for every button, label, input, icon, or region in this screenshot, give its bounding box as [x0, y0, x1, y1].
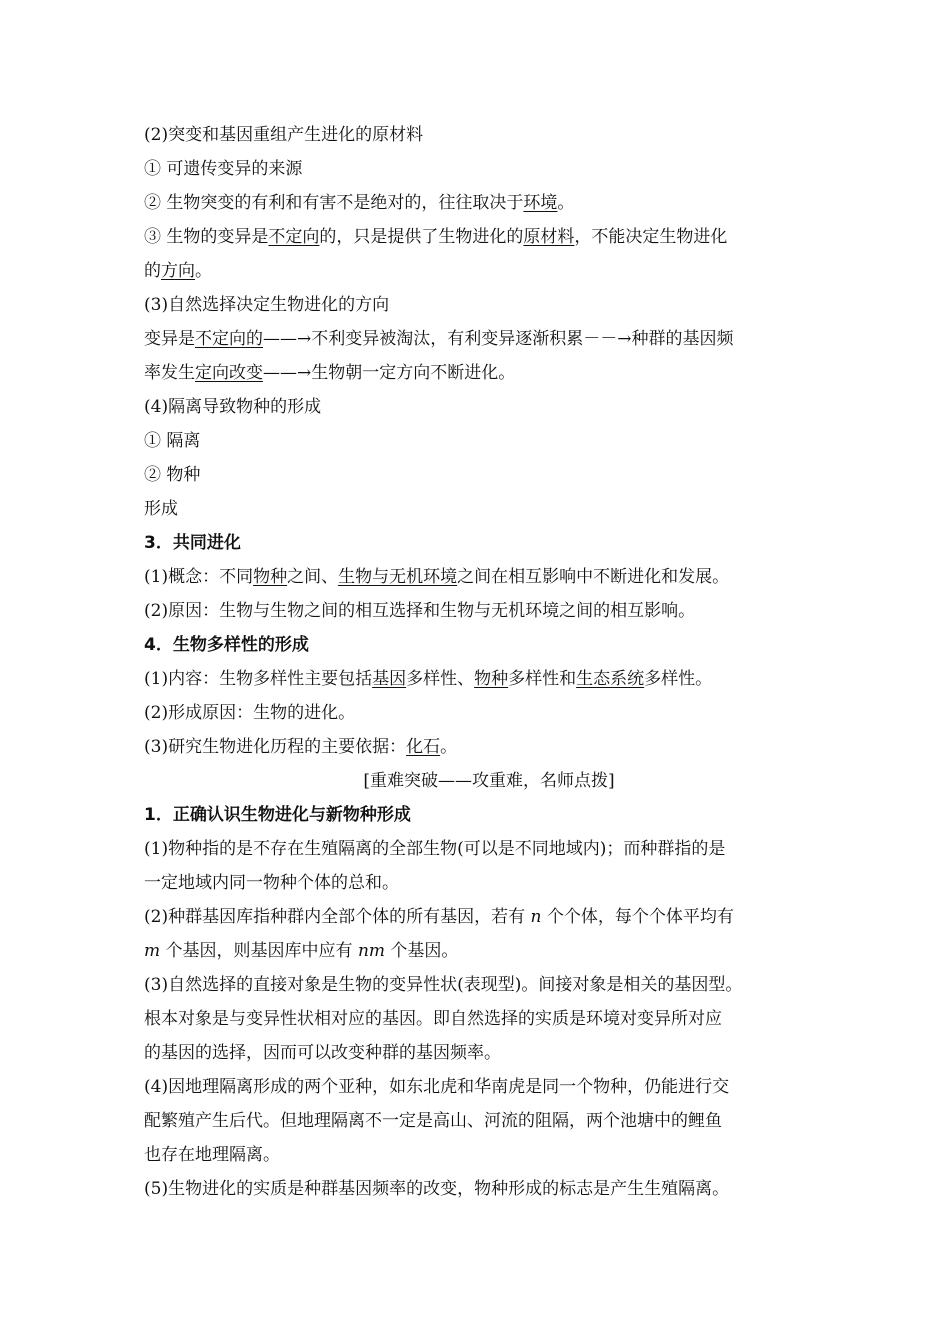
- underlined-term: 不定向: [268, 227, 320, 247]
- text-segment: (4)因地理隔离形成的两个亚种，如东北虎和华南虎是同一个物种，仍能进行交: [144, 1077, 730, 1097]
- text-line: [144, 458, 834, 492]
- text-line: [144, 152, 834, 186]
- text-segment: ③ 生物的变异是: [144, 227, 269, 247]
- italic-variable: m: [144, 941, 161, 961]
- text-line: [144, 866, 834, 900]
- section-heading: [144, 798, 834, 832]
- underlined-term: 原材料: [523, 227, 575, 247]
- text-line: [144, 424, 834, 458]
- text-line: [144, 492, 834, 526]
- text-segment: (3)自然选择决定生物进化的方向: [144, 295, 390, 315]
- text-segment: (1)内容：生物多样性主要包括: [144, 669, 373, 689]
- text-segment: [重难突破——攻重难，名师点拨]: [363, 771, 615, 791]
- text-line: [144, 696, 834, 730]
- text-segment: 个基因，则基因库中应有: [160, 941, 358, 961]
- text-segment: 的基因的选择，因而可以改变种群的基因频率。: [144, 1043, 501, 1063]
- text-line: [144, 186, 834, 220]
- underlined-term: 生态系统: [576, 669, 645, 689]
- text-segment: 。: [557, 193, 575, 213]
- text-line: [144, 662, 834, 696]
- text-line: [144, 594, 834, 628]
- underlined-term: 环境: [523, 193, 558, 213]
- text-line: [144, 832, 834, 866]
- text-segment: 之间在相互影响中不断进化和发展。: [457, 567, 730, 587]
- text-segment: 配繁殖产生后代。但地理隔离不一定是高山、河流的阻隔，两个池塘中的鲤鱼: [144, 1111, 722, 1131]
- text-segment: ① 隔离: [144, 431, 201, 451]
- section-heading: [144, 628, 834, 662]
- italic-variable: n: [530, 907, 542, 927]
- text-line: [144, 322, 834, 356]
- text-segment: (3)自然选择的直接对象是生物的变异性状(表现型)。间接对象是相关的基因型。: [144, 975, 743, 995]
- text-segment: 之间、: [287, 567, 339, 587]
- text-segment: 4．生物多样性的形成: [144, 635, 309, 655]
- text-segment: (1)物种指的是不存在生殖隔离的全部生物(可以是不同地域内)；而种群指的是: [144, 839, 726, 859]
- text-line: [144, 1002, 834, 1036]
- text-line: [144, 220, 834, 254]
- section-heading: [144, 526, 834, 560]
- text-segment: 也存在地理隔离。: [144, 1145, 280, 1165]
- text-line: [144, 934, 834, 968]
- text-segment: ——→生物朝一定方向不断进化。: [263, 363, 516, 383]
- underlined-term: 物种: [253, 567, 288, 587]
- text-segment: 3．共同进化: [144, 533, 241, 553]
- text-segment: (2)突变和基因重组产生进化的原材料: [144, 125, 424, 145]
- text-segment: 率发生: [144, 363, 195, 383]
- text-line: [144, 390, 834, 424]
- text-segment: (2)形成原因：生物的进化。: [144, 703, 356, 723]
- text-line: [144, 1104, 834, 1138]
- text-segment: 的，只是提供了生物进化的: [319, 227, 524, 247]
- text-segment: 个个体，每个个体平均有: [541, 907, 734, 927]
- document-page: [144, 118, 834, 1206]
- text-segment: ，不能决定生物进化: [574, 227, 728, 247]
- underlined-term: 基因: [372, 669, 407, 689]
- text-line: [144, 1036, 834, 1070]
- text-line: [144, 254, 834, 288]
- text-segment: (2)原因：生物与生物之间的相互选择和生物与无机环境之间的相互影响。: [144, 601, 696, 621]
- underlined-term: 不定向的: [195, 329, 263, 349]
- text-segment: 多样性。: [644, 669, 713, 689]
- text-segment: 。: [440, 737, 458, 757]
- underlined-term: 生物与无机环境: [338, 567, 458, 587]
- text-segment: 多样性、: [406, 669, 475, 689]
- text-segment: (1)概念：不同: [144, 567, 254, 587]
- text-segment: ② 生物突变的有利和有害不是绝对的，往往取决于: [144, 193, 524, 213]
- underlined-term: 物种: [474, 669, 509, 689]
- text-segment: (2)种群基因库指种群内全部个体的所有基因，若有: [144, 907, 531, 927]
- text-segment: (4)隔离导致物种的形成: [144, 397, 322, 417]
- text-line: [144, 356, 834, 390]
- italic-variable: nm: [357, 941, 386, 961]
- text-segment: 形成: [144, 499, 178, 519]
- text-line: [144, 730, 834, 764]
- text-line: [144, 1070, 834, 1104]
- text-segment: 。: [195, 261, 212, 281]
- text-line: [144, 900, 834, 934]
- text-line: [144, 560, 834, 594]
- text-segment: 1．正确认识生物进化与新物种形成: [144, 805, 411, 825]
- underlined-term: 定向改变: [195, 363, 263, 383]
- text-segment: 一定地域内同一物种个体的总和。: [144, 873, 399, 893]
- section-banner: [144, 764, 834, 798]
- text-segment: 的: [144, 261, 161, 281]
- text-segment: ——→不利变异被淘汰，有利变异逐渐积累－－→种群的基因频: [263, 329, 734, 349]
- text-segment: 根本对象是与变异性状相对应的基因。即自然选择的实质是环境对变异所对应: [144, 1009, 722, 1029]
- text-line: [144, 1172, 834, 1206]
- text-segment: 变异是: [144, 329, 195, 349]
- text-line: [144, 968, 834, 1002]
- text-line: [144, 118, 834, 152]
- text-segment: (3)研究生物进化历程的主要依据：: [144, 737, 407, 757]
- text-line: [144, 288, 834, 322]
- text-segment: 多样性和: [508, 669, 577, 689]
- text-segment: ② 物种: [144, 465, 201, 485]
- text-segment: (5)生物进化的实质是种群基因频率的改变，物种形成的标志是产生生殖隔离。: [144, 1179, 730, 1199]
- text-line: [144, 1138, 834, 1172]
- text-segment: ① 可遗传变异的来源: [144, 159, 303, 179]
- underlined-term: 方向: [161, 261, 195, 281]
- underlined-term: 化石: [406, 737, 441, 757]
- text-segment: 个基因。: [385, 941, 459, 961]
